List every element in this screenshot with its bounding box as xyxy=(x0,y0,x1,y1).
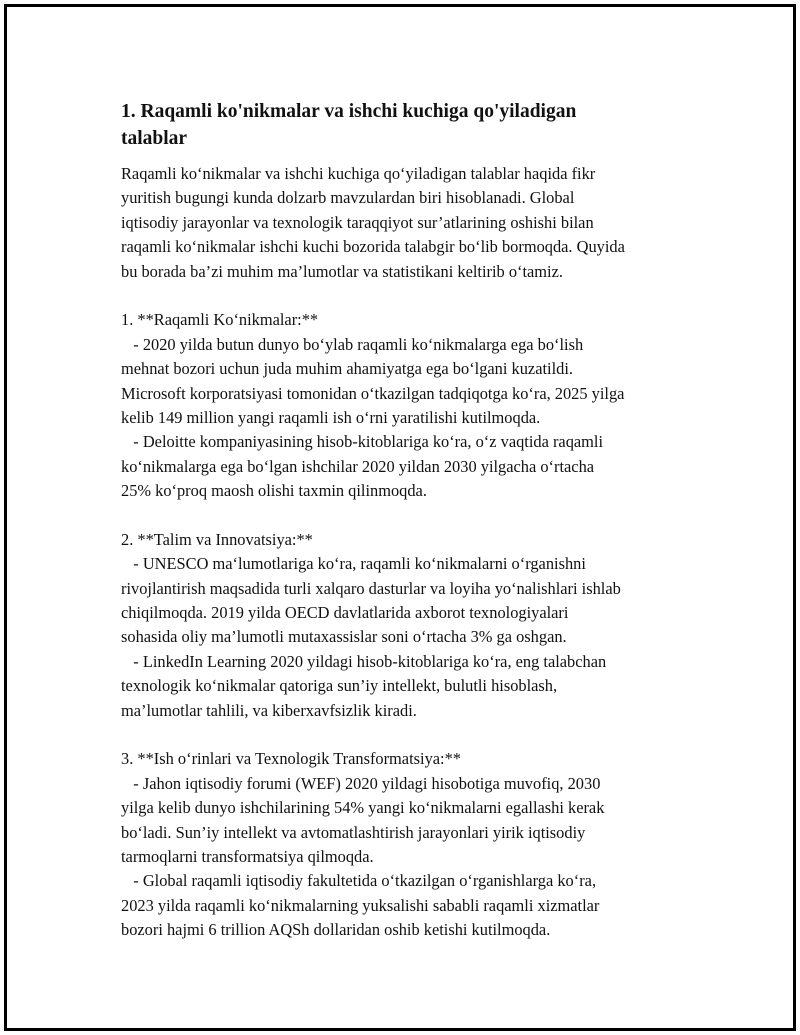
text-line: bo‘ladi. Sun’iy intellekt va avtomatlashtirish jarayonlari yirik iqtisodiy xyxy=(121,822,586,842)
section-1-digital-skills xyxy=(121,308,691,503)
text-line: - Deloitte kompaniyasining hisob-kitoblariga ko‘ra, o‘z vaqtida raqamli xyxy=(121,432,604,452)
text-line: iqtisodiy jarayonlar va texnologik taraqqiyot sur’atlarining oshishi bilan xyxy=(121,212,594,232)
list-heading: 1. **Raqamli Ko‘nikmalar:** xyxy=(121,310,319,330)
text-line: kelib 149 million yangi raqamli ish o‘rni yaratilishi kutilmoqda. xyxy=(121,407,541,427)
text-line: - Global raqamli iqtisodiy fakultetida o‘tkazilgan o‘rganishlarga ko‘ra, xyxy=(121,871,597,891)
text-line: yuritish bugungi kunda dolzarb mavzulardan biri hisoblanadi. Global xyxy=(121,188,575,208)
text-line: mehnat bozori uchun juda muhim ahamiyatga ega bo‘lgani kuzatildi. xyxy=(121,359,573,379)
text-line: ma’lumotlar tahlili, va kiberxavfsizlik kiradi. xyxy=(121,700,417,720)
section-heading xyxy=(121,98,691,152)
paragraph-gap xyxy=(121,723,691,747)
text-line: yilga kelib dunyo ishchilarining 54% yangi ko‘nikmalarni egallashi kerak xyxy=(121,798,605,818)
text-line: bu borada ba’zi muhim ma’lumotlar va statistikani keltirib o‘tamiz. xyxy=(121,261,563,281)
text-line: chiqilmoqda. 2019 yilda OECD davlatlarida axborot texnologiyalari xyxy=(121,603,569,623)
text-line: rivojlantirish maqsadida turli xalqaro dasturlar va loyiha yo‘nalishlari ishlab xyxy=(121,578,621,598)
paragraph-gap xyxy=(121,284,691,308)
list-heading: 3. **Ish o‘rinlari va Texnologik Transformatsiya:** xyxy=(121,749,461,769)
intro-paragraph xyxy=(121,162,691,284)
text-line: - 2020 yilda butun dunyo bo‘ylab raqamli ko‘nikmalarga ega bo‘lish xyxy=(121,334,584,354)
list-heading: 2. **Talim va Innovatsiya:** xyxy=(121,529,313,549)
text-line: - UNESCO ma‘lumotlariga ko‘ra, raqamli ko‘nikmalarni o‘rganishni xyxy=(121,554,586,574)
section-2-education-innovation xyxy=(121,528,691,723)
text-line: texnologik ko‘nikmalar qatoriga sun’iy intellekt, bulutli hisoblash, xyxy=(121,676,558,696)
page-frame xyxy=(4,4,796,1031)
text-line: raqamli ko‘nikmalar ishchi kuchi bozorida talabgir bo‘lib bormoqda. Quyida xyxy=(121,237,625,257)
paragraph-gap xyxy=(121,503,691,527)
text-line: Raqamli ko‘nikmalar va ishchi kuchiga qo‘yiladigan talablar haqida fikr xyxy=(121,164,596,183)
text-line: - LinkedIn Learning 2020 yildagi hisob-kitoblariga ko‘ra, eng talabchan xyxy=(121,651,607,671)
text-line: 25% ko‘proq maosh olishi taxmin qilinmoqda. xyxy=(121,481,427,501)
text-line: tarmoqlarni transformatsiya qilmoqda. xyxy=(121,846,374,866)
text-line: - Jahon iqtisodiy forumi (WEF) 2020 yildagi hisobotiga muvofiq, 2030 xyxy=(121,773,601,793)
text-line: 2023 yilda raqamli ko‘nikmalarning yuksalishi sababli raqamli xizmatlar xyxy=(121,895,600,915)
document-body xyxy=(121,98,691,943)
heading-line: talablar xyxy=(121,128,188,149)
text-line: sohasida oliy ma’lumotli mutaxassislar soni o‘rtacha 3% ga oshgan. xyxy=(121,627,567,647)
text-line: ko‘nikmalarga ega bo‘lgan ishchilar 2020 yildan 2030 yilgacha o‘rtacha xyxy=(121,456,595,476)
section-3-jobs-transformation xyxy=(121,747,691,942)
text-line: Microsoft korporatsiyasi tomonidan o‘tkazilgan tadqiqotga ko‘ra, 2025 yilga xyxy=(121,383,625,403)
heading-line: 1. Raqamli ko'nikmalar va ishchi kuchiga qo'yiladigan xyxy=(121,101,577,122)
text-line: bozori hajmi 6 trillion AQSh dollaridan oshib ketishi kutilmoqda. xyxy=(121,920,551,940)
